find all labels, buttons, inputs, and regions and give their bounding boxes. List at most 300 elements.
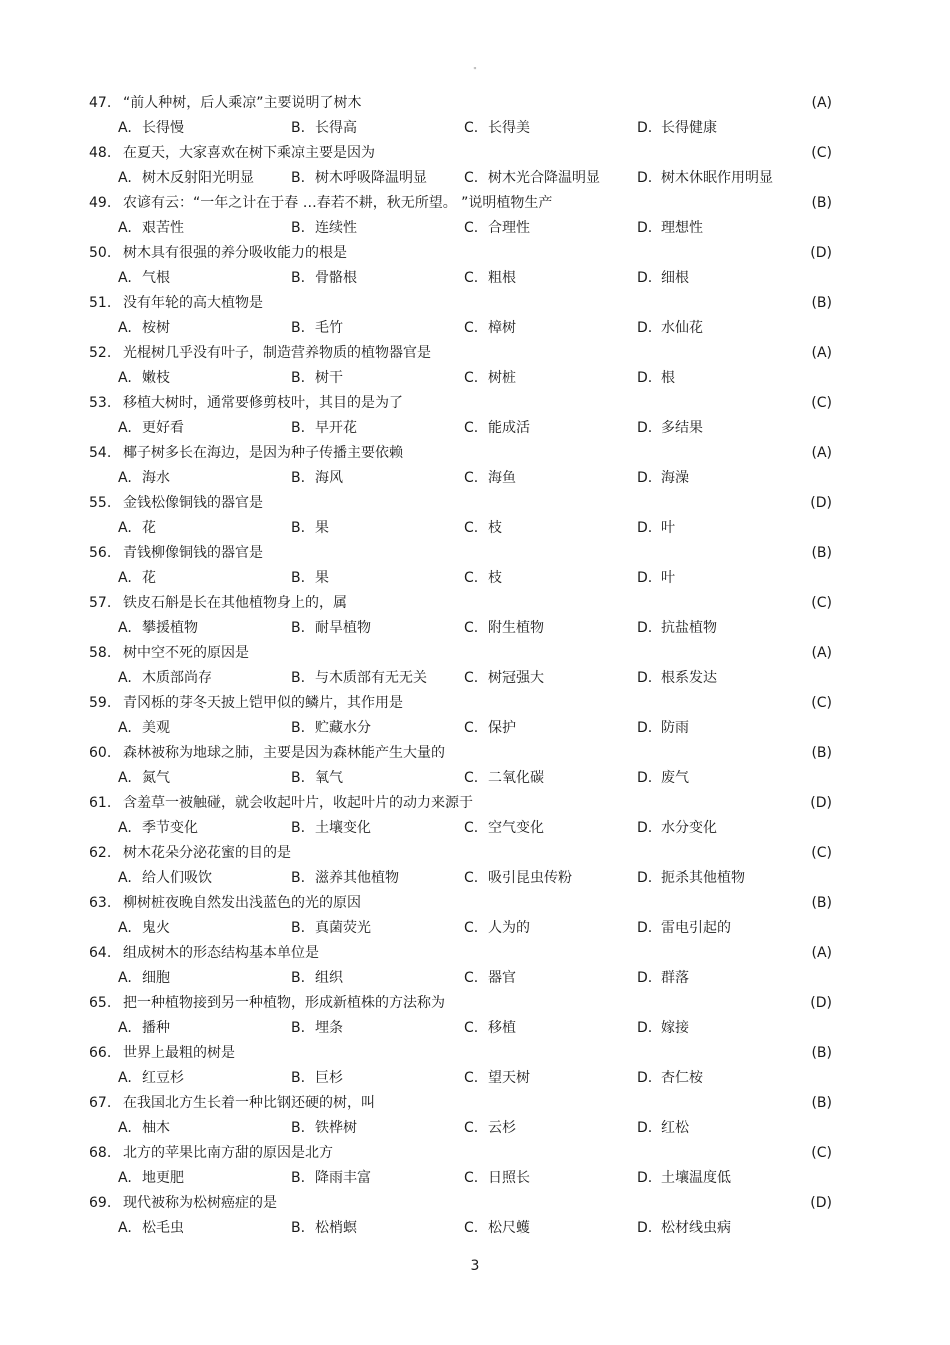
option-item [464, 366, 516, 391]
option-item [637, 766, 689, 791]
answer-key: (A) [811, 945, 832, 961]
question-number: 59. [89, 695, 112, 711]
option-letter: B. [291, 670, 306, 686]
option-item [464, 1016, 516, 1041]
option-item [291, 966, 343, 991]
question-text: 树中空不死的原因是 [123, 645, 249, 661]
question-item [0, 1091, 950, 1141]
question-number: 52. [89, 345, 112, 361]
option-letter: C. [464, 720, 479, 736]
option-letter: C. [464, 220, 479, 236]
option-text: 果 [315, 570, 329, 586]
question-number: 50. [89, 245, 112, 261]
question-number: 67. [89, 1095, 112, 1111]
option-text: 铁桦树 [315, 1120, 357, 1136]
option-item [291, 316, 343, 341]
option-item [637, 1166, 731, 1191]
option-letter: A. [118, 920, 132, 936]
option-item [118, 266, 170, 291]
option-letter: D. [637, 920, 653, 936]
option-item [291, 1016, 343, 1041]
option-letter: D. [637, 820, 653, 836]
option-item [291, 366, 343, 391]
option-letter: C. [464, 820, 479, 836]
option-letter: A. [118, 170, 132, 186]
question-stem [0, 1141, 950, 1166]
option-text: 树桩 [488, 370, 516, 386]
option-item [637, 1066, 703, 1091]
option-item [291, 916, 371, 941]
options-row [0, 1066, 950, 1091]
option-item [291, 1066, 343, 1091]
option-letter: D. [637, 370, 653, 386]
question-item [0, 1191, 950, 1241]
question-number: 63. [89, 895, 112, 911]
answer-key: (A) [811, 95, 832, 111]
option-letter: B. [291, 920, 306, 936]
option-text: 美观 [142, 720, 170, 736]
option-item [118, 1016, 170, 1041]
option-item [118, 166, 254, 191]
options-row [0, 766, 950, 791]
option-item [464, 816, 544, 841]
option-letter: B. [291, 470, 306, 486]
option-item [464, 466, 516, 491]
question-number: 65. [89, 995, 112, 1011]
answer-key: (C) [811, 1145, 832, 1161]
option-item [291, 816, 371, 841]
option-item [464, 866, 572, 891]
option-text: 二氧化碳 [488, 770, 544, 786]
option-text: 贮藏水分 [315, 720, 371, 736]
answer-key: (D) [810, 1195, 832, 1211]
option-item [291, 466, 343, 491]
option-item [118, 866, 212, 891]
option-text: 合理性 [488, 220, 530, 236]
question-stem [0, 1191, 950, 1216]
question-stem [0, 1041, 950, 1066]
question-stem [0, 191, 950, 216]
option-letter: C. [464, 770, 479, 786]
option-text: 真菌荧光 [315, 920, 371, 936]
option-item [118, 816, 198, 841]
options-row [0, 616, 950, 641]
option-letter: B. [291, 1020, 306, 1036]
option-item [291, 1166, 371, 1191]
option-letter: C. [464, 1020, 479, 1036]
option-letter: A. [118, 1120, 132, 1136]
question-text: 树木花朵分泌花蜜的目的是 [123, 845, 291, 861]
question-stem [0, 141, 950, 166]
question-item [0, 491, 950, 541]
option-text: 播种 [142, 1020, 170, 1036]
option-item [637, 1016, 689, 1041]
options-row [0, 1016, 950, 1041]
option-text: 树木反射阳光明显 [142, 170, 254, 186]
options-row [0, 1116, 950, 1141]
option-item [464, 966, 516, 991]
option-text: 氮气 [142, 770, 170, 786]
option-text: 季节变化 [142, 820, 198, 836]
option-text: 细胞 [142, 970, 170, 986]
question-stem [0, 841, 950, 866]
option-letter: C. [464, 170, 479, 186]
options-row [0, 1166, 950, 1191]
option-letter: A. [118, 1020, 132, 1036]
option-text: 人为的 [488, 920, 530, 936]
option-letter: D. [637, 520, 653, 536]
option-letter: B. [291, 1070, 306, 1086]
option-letter: B. [291, 720, 306, 736]
option-item [291, 666, 427, 691]
option-item [464, 216, 530, 241]
option-letter: A. [118, 520, 132, 536]
option-text: 杏仁桉 [661, 1070, 703, 1086]
option-text: 早开花 [315, 420, 357, 436]
question-text: 椰子树多长在海边，是因为种子传播主要依赖 [123, 445, 403, 461]
answer-key: (A) [811, 645, 832, 661]
option-letter: C. [464, 1220, 479, 1236]
option-text: 花 [142, 520, 156, 536]
option-text: 长得高 [315, 120, 357, 136]
answer-key: (C) [811, 695, 832, 711]
options-row [0, 866, 950, 891]
header-mark: " [473, 66, 477, 75]
question-stem [0, 441, 950, 466]
option-item [118, 966, 170, 991]
option-item [464, 766, 544, 791]
option-letter: A. [118, 970, 132, 986]
question-number: 68. [89, 1145, 112, 1161]
option-item [291, 566, 329, 591]
option-text: 海澡 [661, 470, 689, 486]
option-text: 叶 [661, 520, 675, 536]
option-text: 土壤变化 [315, 820, 371, 836]
option-text: 保护 [488, 720, 516, 736]
option-text: 桉树 [142, 320, 170, 336]
option-letter: D. [637, 770, 653, 786]
option-letter: A. [118, 820, 132, 836]
option-item [464, 666, 544, 691]
option-text: 群落 [661, 970, 689, 986]
option-letter: A. [118, 220, 132, 236]
question-number: 54. [89, 445, 112, 461]
options-row [0, 1216, 950, 1241]
option-item [464, 1116, 516, 1141]
option-letter: D. [637, 270, 653, 286]
option-text: 抗盐植物 [661, 620, 717, 636]
question-item [0, 391, 950, 441]
option-letter: C. [464, 320, 479, 336]
option-letter: D. [637, 1220, 653, 1236]
question-number: 64. [89, 945, 112, 961]
answer-key: (A) [811, 445, 832, 461]
option-letter: B. [291, 620, 306, 636]
option-text: 长得慢 [142, 120, 184, 136]
option-letter: C. [464, 470, 479, 486]
option-letter: A. [118, 320, 132, 336]
option-item [118, 1166, 184, 1191]
option-letter: B. [291, 270, 306, 286]
question-item [0, 991, 950, 1041]
options-row [0, 716, 950, 741]
option-item [637, 916, 731, 941]
option-letter: D. [637, 320, 653, 336]
answer-key: (B) [811, 895, 832, 911]
question-number: 56. [89, 545, 112, 561]
option-item [464, 116, 530, 141]
question-item [0, 891, 950, 941]
question-item [0, 441, 950, 491]
option-item [118, 116, 184, 141]
question-text: 农谚有云：“一年之计在于春 …春若不耕，秋无所望。 ”说明植物生产 [123, 195, 553, 211]
option-letter: D. [637, 170, 653, 186]
question-stem [0, 941, 950, 966]
option-letter: C. [464, 120, 479, 136]
question-text: 移植大树时，通常要修剪枝叶，其目的是为了 [123, 395, 403, 411]
question-stem [0, 891, 950, 916]
option-letter: A. [118, 670, 132, 686]
option-text: 海鱼 [488, 470, 516, 486]
option-item [637, 866, 745, 891]
option-item [637, 516, 675, 541]
option-text: 滋养其他植物 [315, 870, 399, 886]
option-item [291, 1116, 357, 1141]
answer-key: (B) [811, 1045, 832, 1061]
option-letter: C. [464, 420, 479, 436]
option-text: 附生植物 [488, 620, 544, 636]
option-text: 能成活 [488, 420, 530, 436]
option-text: 树木呼吸降温明显 [315, 170, 427, 186]
option-text: 嫁接 [661, 1020, 689, 1036]
option-text: 长得美 [488, 120, 530, 136]
option-letter: B. [291, 870, 306, 886]
question-text: 柳树桩夜晚自然发出浅蓝色的光的原因 [123, 895, 361, 911]
question-number: 47. [89, 95, 112, 111]
option-letter: D. [637, 670, 653, 686]
option-letter: B. [291, 1120, 306, 1136]
question-stem [0, 91, 950, 116]
option-letter: A. [118, 270, 132, 286]
option-letter: D. [637, 620, 653, 636]
option-item [637, 666, 717, 691]
question-text: 在我国北方生长着一种比钢还硬的树，叫 [123, 1095, 375, 1111]
question-number: 60. [89, 745, 112, 761]
question-item [0, 1041, 950, 1091]
question-item [0, 341, 950, 391]
options-row [0, 516, 950, 541]
question-text: 光棍树几乎没有叶子，制造营养物质的植物器官是 [123, 345, 431, 361]
option-text: 更好看 [142, 420, 184, 436]
options-row [0, 566, 950, 591]
answer-key: (D) [810, 495, 832, 511]
answer-key: (B) [811, 1095, 832, 1111]
question-item [0, 591, 950, 641]
option-letter: A. [118, 370, 132, 386]
option-text: 器官 [488, 970, 516, 986]
question-number: 62. [89, 845, 112, 861]
question-number: 51. [89, 295, 112, 311]
question-text: 铁皮石斛是长在其他植物身上的，属 [123, 595, 347, 611]
option-item [118, 316, 170, 341]
option-text: 毛竹 [315, 320, 343, 336]
option-letter: B. [291, 570, 306, 586]
question-text: 没有年轮的高大植物是 [123, 295, 263, 311]
option-item [637, 416, 703, 441]
question-item [0, 291, 950, 341]
option-text: 枝 [488, 520, 502, 536]
option-item [637, 566, 675, 591]
option-text: 水仙花 [661, 320, 703, 336]
option-item [637, 216, 703, 241]
option-text: 细根 [661, 270, 689, 286]
option-letter: D. [637, 870, 653, 886]
question-item [0, 841, 950, 891]
question-text: 现代被称为松树癌症的是 [123, 1195, 277, 1211]
option-letter: A. [118, 720, 132, 736]
option-letter: D. [637, 420, 653, 436]
option-letter: C. [464, 670, 479, 686]
option-letter: D. [637, 1070, 653, 1086]
answer-key: (C) [811, 145, 832, 161]
option-item [464, 166, 600, 191]
option-item [118, 1116, 170, 1141]
option-letter: B. [291, 120, 306, 136]
option-letter: B. [291, 220, 306, 236]
question-text: 森林被称为地球之肺，主要是因为森林能产生大量的 [123, 745, 445, 761]
option-text: 空气变化 [488, 820, 544, 836]
option-item [118, 916, 170, 941]
option-text: 鬼火 [142, 920, 170, 936]
option-letter: D. [637, 1120, 653, 1136]
question-number: 48. [89, 145, 112, 161]
option-text: 水分变化 [661, 820, 717, 836]
option-letter: C. [464, 1170, 479, 1186]
answer-key: (C) [811, 395, 832, 411]
options-row [0, 916, 950, 941]
option-text: 艰苦性 [142, 220, 184, 236]
option-item [637, 266, 689, 291]
options-row [0, 816, 950, 841]
answer-key: (B) [811, 745, 832, 761]
option-item [464, 266, 516, 291]
option-item [118, 516, 156, 541]
option-text: 地更肥 [142, 1170, 184, 1186]
question-item [0, 541, 950, 591]
option-text: 根 [661, 370, 675, 386]
question-item [0, 941, 950, 991]
option-letter: C. [464, 270, 479, 286]
options-row [0, 316, 950, 341]
question-stem [0, 741, 950, 766]
question-item [0, 741, 950, 791]
option-item [637, 316, 703, 341]
question-stem [0, 341, 950, 366]
option-text: 木质部尚存 [142, 670, 212, 686]
option-letter: B. [291, 970, 306, 986]
option-letter: A. [118, 870, 132, 886]
option-item [118, 1216, 184, 1241]
option-item [118, 216, 184, 241]
option-text: 降雨丰富 [315, 1170, 371, 1186]
page-number: 3 [470, 1258, 480, 1274]
option-letter: B. [291, 770, 306, 786]
option-letter: C. [464, 520, 479, 536]
option-item [291, 216, 357, 241]
option-item [291, 1216, 357, 1241]
option-letter: A. [118, 770, 132, 786]
options-row [0, 216, 950, 241]
question-number: 55. [89, 495, 112, 511]
option-text: 嫩枝 [142, 370, 170, 386]
question-text: 在夏天，大家喜欢在树下乘凉主要是因为 [123, 145, 375, 161]
option-item [637, 966, 689, 991]
option-letter: B. [291, 520, 306, 536]
option-item [464, 916, 530, 941]
option-item [291, 166, 427, 191]
question-stem [0, 241, 950, 266]
option-item [464, 1166, 530, 1191]
option-item [637, 1216, 731, 1241]
option-item [291, 516, 329, 541]
answer-key: (A) [811, 345, 832, 361]
option-letter: A. [118, 1070, 132, 1086]
option-item [637, 816, 717, 841]
option-text: 松尺蠖 [488, 1220, 530, 1236]
option-text: 海水 [142, 470, 170, 486]
option-letter: C. [464, 1070, 479, 1086]
option-text: 废气 [661, 770, 689, 786]
question-item [0, 691, 950, 741]
option-text: 望天树 [488, 1070, 530, 1086]
option-letter: C. [464, 1120, 479, 1136]
option-item [291, 616, 371, 641]
option-letter: D. [637, 720, 653, 736]
question-number: 57. [89, 595, 112, 611]
question-item [0, 791, 950, 841]
option-text: 果 [315, 520, 329, 536]
option-letter: B. [291, 170, 306, 186]
option-item [464, 1066, 530, 1091]
options-row [0, 266, 950, 291]
question-number: 58. [89, 645, 112, 661]
question-text: 组成树木的形态结构基本单位是 [123, 945, 319, 961]
option-text: 移植 [488, 1020, 516, 1036]
option-text: 气根 [142, 270, 170, 286]
option-item [118, 366, 170, 391]
answer-key: (D) [810, 995, 832, 1011]
options-row [0, 666, 950, 691]
answer-key: (C) [811, 595, 832, 611]
option-text: 雷电引起的 [661, 920, 731, 936]
question-text: 把一种植物接到另一种植物，形成新植株的方法称为 [123, 995, 445, 1011]
option-item [118, 716, 170, 741]
option-letter: C. [464, 920, 479, 936]
option-item [291, 116, 357, 141]
answer-key: (B) [811, 295, 832, 311]
question-item [0, 1141, 950, 1191]
option-letter: B. [291, 320, 306, 336]
option-letter: D. [637, 1170, 653, 1186]
question-item [0, 191, 950, 241]
option-item [637, 616, 717, 641]
option-letter: B. [291, 820, 306, 836]
option-text: 与木质部有无无关 [315, 670, 427, 686]
option-text: 防雨 [661, 720, 689, 736]
option-text: 连续性 [315, 220, 357, 236]
option-item [118, 766, 170, 791]
question-text: 树木具有很强的养分吸收能力的根是 [123, 245, 347, 261]
